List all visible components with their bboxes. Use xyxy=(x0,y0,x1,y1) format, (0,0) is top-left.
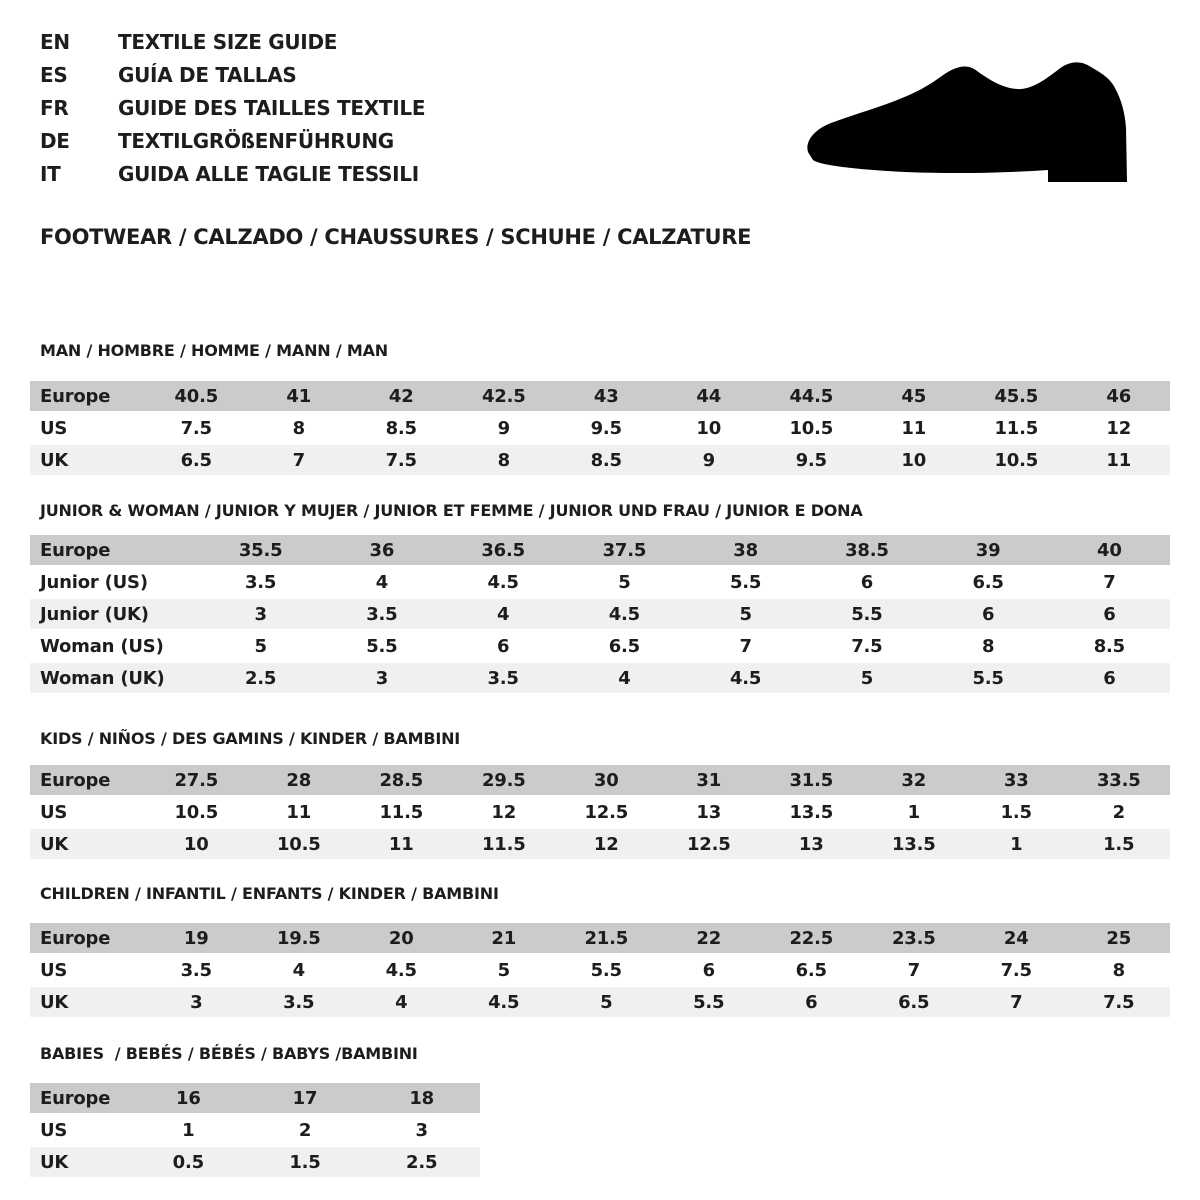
table-row xyxy=(30,662,1170,694)
size-cell: 4.5 xyxy=(453,986,556,1018)
size-cell: 5.5 xyxy=(321,630,442,662)
size-cell: 8.5 xyxy=(555,444,658,476)
size-cell: 6 xyxy=(443,630,564,662)
size-cell: 31 xyxy=(658,765,761,796)
size-cell: 10 xyxy=(145,828,248,860)
row-label: Europe xyxy=(30,381,145,412)
category-heading: FOOTWEAR / CALZADO / CHAUSSURES / SCHUHE / CALZATURE xyxy=(40,225,752,249)
row-label: UK xyxy=(30,1146,130,1178)
table-row xyxy=(30,535,1170,566)
dress-shoe-icon xyxy=(805,62,1140,184)
section-title-man: MAN / HOMBRE / HOMME / MANN / MAN xyxy=(40,341,388,360)
size-cell: 9.5 xyxy=(555,412,658,444)
size-cell: 44 xyxy=(658,381,761,412)
size-cell: 36.5 xyxy=(443,535,564,566)
size-cell: 7 xyxy=(685,630,806,662)
size-table-man xyxy=(30,381,1170,477)
size-cell: 22.5 xyxy=(760,923,863,954)
size-cell: 13.5 xyxy=(760,796,863,828)
size-cell: 6 xyxy=(760,986,863,1018)
table-row xyxy=(30,1083,480,1114)
section-title-kids: KIDS / NIÑOS / DES GAMINS / KINDER / BAMBINI xyxy=(40,729,461,748)
table-row xyxy=(30,1146,480,1178)
language-row-es xyxy=(40,58,425,91)
size-cell: 3 xyxy=(200,598,321,630)
size-cell: 19 xyxy=(145,923,248,954)
size-cell: 3 xyxy=(363,1114,480,1146)
size-cell: 8.5 xyxy=(1049,630,1170,662)
size-cell: 4.5 xyxy=(350,954,453,986)
table-row xyxy=(30,1114,480,1146)
size-cell: 1 xyxy=(965,828,1068,860)
size-cell: 1 xyxy=(863,796,966,828)
size-cell: 7 xyxy=(1049,566,1170,598)
size-cell: 6.5 xyxy=(863,986,966,1018)
size-cell: 23.5 xyxy=(863,923,966,954)
size-cell: 5.5 xyxy=(806,598,927,630)
size-cell: 40 xyxy=(1049,535,1170,566)
size-cell: 45.5 xyxy=(965,381,1068,412)
size-cell: 5.5 xyxy=(658,986,761,1018)
size-cell: 5 xyxy=(200,630,321,662)
row-label: US xyxy=(30,412,145,444)
size-cell: 8.5 xyxy=(350,412,453,444)
language-code: IT xyxy=(40,161,61,186)
size-cell: 8 xyxy=(453,444,556,476)
size-cell: 1 xyxy=(130,1114,247,1146)
size-cell: 11.5 xyxy=(965,412,1068,444)
size-cell: 37.5 xyxy=(564,535,685,566)
size-cell: 2.5 xyxy=(363,1146,480,1178)
size-cell: 2 xyxy=(1068,796,1171,828)
size-cell: 4.5 xyxy=(443,566,564,598)
size-cell: 12 xyxy=(555,828,658,860)
size-cell: 5 xyxy=(806,662,927,694)
size-cell: 22 xyxy=(658,923,761,954)
row-label: US xyxy=(30,796,145,828)
size-cell: 10 xyxy=(658,412,761,444)
size-cell: 4 xyxy=(350,986,453,1018)
size-cell: 4.5 xyxy=(685,662,806,694)
size-cell: 33.5 xyxy=(1068,765,1171,796)
size-cell: 6 xyxy=(658,954,761,986)
row-label: Woman (UK) xyxy=(30,662,200,694)
size-cell: 8 xyxy=(248,412,351,444)
size-cell: 10.5 xyxy=(145,796,248,828)
size-cell: 4 xyxy=(248,954,351,986)
size-cell: 10.5 xyxy=(760,412,863,444)
size-cell: 1.5 xyxy=(1068,828,1171,860)
row-label: Woman (US) xyxy=(30,630,200,662)
size-table-children xyxy=(30,923,1170,1019)
table-row xyxy=(30,986,1170,1018)
size-cell: 6 xyxy=(1049,598,1170,630)
guide-title: GUIDE DES TAILLES TEXTILE xyxy=(118,95,426,120)
size-cell: 5 xyxy=(555,986,658,1018)
size-cell: 3.5 xyxy=(200,566,321,598)
size-cell: 5.5 xyxy=(685,566,806,598)
size-cell: 3.5 xyxy=(443,662,564,694)
size-cell: 3 xyxy=(145,986,248,1018)
size-cell: 8 xyxy=(928,630,1049,662)
size-cell: 13 xyxy=(658,796,761,828)
table-row xyxy=(30,828,1170,860)
size-cell: 11.5 xyxy=(350,796,453,828)
size-cell: 9 xyxy=(453,412,556,444)
row-label: US xyxy=(30,954,145,986)
row-label: Junior (US) xyxy=(30,566,200,598)
size-cell: 38.5 xyxy=(806,535,927,566)
size-cell: 39 xyxy=(928,535,1049,566)
size-cell: 13 xyxy=(760,828,863,860)
language-code: DE xyxy=(40,128,70,153)
size-cell: 41 xyxy=(248,381,351,412)
row-label: US xyxy=(30,1114,130,1146)
size-cell: 46 xyxy=(1068,381,1171,412)
size-cell: 5 xyxy=(685,598,806,630)
size-cell: 3.5 xyxy=(248,986,351,1018)
table-row xyxy=(30,796,1170,828)
size-cell: 7 xyxy=(863,954,966,986)
size-cell: 42 xyxy=(350,381,453,412)
row-label: UK xyxy=(30,986,145,1018)
size-cell: 20 xyxy=(350,923,453,954)
size-cell: 25 xyxy=(1068,923,1171,954)
size-cell: 29.5 xyxy=(453,765,556,796)
size-cell: 6 xyxy=(1049,662,1170,694)
size-cell: 3.5 xyxy=(321,598,442,630)
size-cell: 1.5 xyxy=(965,796,1068,828)
size-cell: 6.5 xyxy=(145,444,248,476)
size-cell: 5 xyxy=(453,954,556,986)
guide-title: TEXTILGRÖßENFÜHRUNG xyxy=(118,128,394,153)
size-cell: 7.5 xyxy=(806,630,927,662)
size-cell: 38 xyxy=(685,535,806,566)
row-label: Junior (UK) xyxy=(30,598,200,630)
size-cell: 31.5 xyxy=(760,765,863,796)
size-cell: 28.5 xyxy=(350,765,453,796)
row-label: UK xyxy=(30,444,145,476)
size-cell: 30 xyxy=(555,765,658,796)
size-cell: 12.5 xyxy=(658,828,761,860)
table-row xyxy=(30,765,1170,796)
size-cell: 11.5 xyxy=(453,828,556,860)
size-cell: 2 xyxy=(247,1114,364,1146)
size-cell: 6.5 xyxy=(928,566,1049,598)
size-cell: 7.5 xyxy=(350,444,453,476)
language-code: EN xyxy=(40,29,70,54)
size-cell: 35.5 xyxy=(200,535,321,566)
language-row-it xyxy=(40,157,425,190)
size-cell: 13.5 xyxy=(863,828,966,860)
size-cell: 8 xyxy=(1068,954,1171,986)
size-cell: 4 xyxy=(443,598,564,630)
size-cell: 11 xyxy=(350,828,453,860)
size-cell: 1.5 xyxy=(247,1146,364,1178)
size-table-babies xyxy=(30,1083,480,1179)
size-cell: 45 xyxy=(863,381,966,412)
size-cell: 5.5 xyxy=(555,954,658,986)
size-cell: 3 xyxy=(321,662,442,694)
table-row xyxy=(30,444,1170,476)
table-row xyxy=(30,598,1170,630)
language-title-list xyxy=(40,25,425,190)
size-cell: 10.5 xyxy=(248,828,351,860)
size-cell: 11 xyxy=(1068,444,1171,476)
size-table-kids xyxy=(30,765,1170,861)
table-row xyxy=(30,566,1170,598)
size-cell: 9 xyxy=(658,444,761,476)
size-cell: 4 xyxy=(564,662,685,694)
size-cell: 27.5 xyxy=(145,765,248,796)
size-cell: 12.5 xyxy=(555,796,658,828)
size-cell: 12 xyxy=(1068,412,1171,444)
size-table-junior-woman xyxy=(30,535,1170,695)
size-cell: 4 xyxy=(321,566,442,598)
size-cell: 2.5 xyxy=(200,662,321,694)
size-cell: 44.5 xyxy=(760,381,863,412)
guide-title: TEXTILE SIZE GUIDE xyxy=(118,29,338,54)
size-cell: 7.5 xyxy=(1068,986,1171,1018)
row-label: Europe xyxy=(30,535,200,566)
size-cell: 28 xyxy=(248,765,351,796)
language-code: FR xyxy=(40,95,69,120)
table-row xyxy=(30,381,1170,412)
guide-title: GUÍA DE TALLAS xyxy=(118,62,297,87)
row-label: Europe xyxy=(30,1083,130,1114)
size-cell: 33 xyxy=(965,765,1068,796)
size-cell: 6 xyxy=(806,566,927,598)
size-cell: 4.5 xyxy=(564,598,685,630)
language-row-de xyxy=(40,124,425,157)
row-label: UK xyxy=(30,828,145,860)
size-cell: 11 xyxy=(863,412,966,444)
section-title-babies: BABIES / BEBÉS / BÉBÉS / BABYS /BAMBINI xyxy=(40,1044,418,1063)
table-row xyxy=(30,923,1170,954)
language-code: ES xyxy=(40,62,68,87)
size-cell: 17 xyxy=(247,1083,364,1114)
size-cell: 19.5 xyxy=(248,923,351,954)
size-cell: 7.5 xyxy=(965,954,1068,986)
size-cell: 5.5 xyxy=(928,662,1049,694)
row-label: Europe xyxy=(30,765,145,796)
size-cell: 0.5 xyxy=(130,1146,247,1178)
size-cell: 16 xyxy=(130,1083,247,1114)
size-cell: 7 xyxy=(248,444,351,476)
size-cell: 24 xyxy=(965,923,1068,954)
size-cell: 12 xyxy=(453,796,556,828)
size-cell: 5 xyxy=(564,566,685,598)
size-cell: 43 xyxy=(555,381,658,412)
size-cell: 11 xyxy=(248,796,351,828)
guide-title: GUIDA ALLE TAGLIE TESSILI xyxy=(118,161,419,186)
size-cell: 21.5 xyxy=(555,923,658,954)
row-label: Europe xyxy=(30,923,145,954)
size-cell: 6.5 xyxy=(564,630,685,662)
size-cell: 3.5 xyxy=(145,954,248,986)
table-row xyxy=(30,630,1170,662)
size-cell: 9.5 xyxy=(760,444,863,476)
section-title-junior-woman: JUNIOR & WOMAN / JUNIOR Y MUJER / JUNIOR ET FEMME / JUNIOR UND FRAU / JUNIOR E DONA xyxy=(40,501,863,520)
section-title-children: CHILDREN / INFANTIL / ENFANTS / KINDER / BAMBINI xyxy=(40,884,499,903)
language-row-en xyxy=(40,25,425,58)
language-row-fr xyxy=(40,91,425,124)
size-cell: 32 xyxy=(863,765,966,796)
size-cell: 40.5 xyxy=(145,381,248,412)
size-cell: 21 xyxy=(453,923,556,954)
table-row xyxy=(30,954,1170,986)
size-cell: 7 xyxy=(965,986,1068,1018)
size-cell: 42.5 xyxy=(453,381,556,412)
table-row xyxy=(30,412,1170,444)
size-cell: 7.5 xyxy=(145,412,248,444)
size-cell: 6.5 xyxy=(760,954,863,986)
size-cell: 10 xyxy=(863,444,966,476)
size-cell: 10.5 xyxy=(965,444,1068,476)
size-cell: 6 xyxy=(928,598,1049,630)
size-cell: 36 xyxy=(321,535,442,566)
size-cell: 18 xyxy=(363,1083,480,1114)
